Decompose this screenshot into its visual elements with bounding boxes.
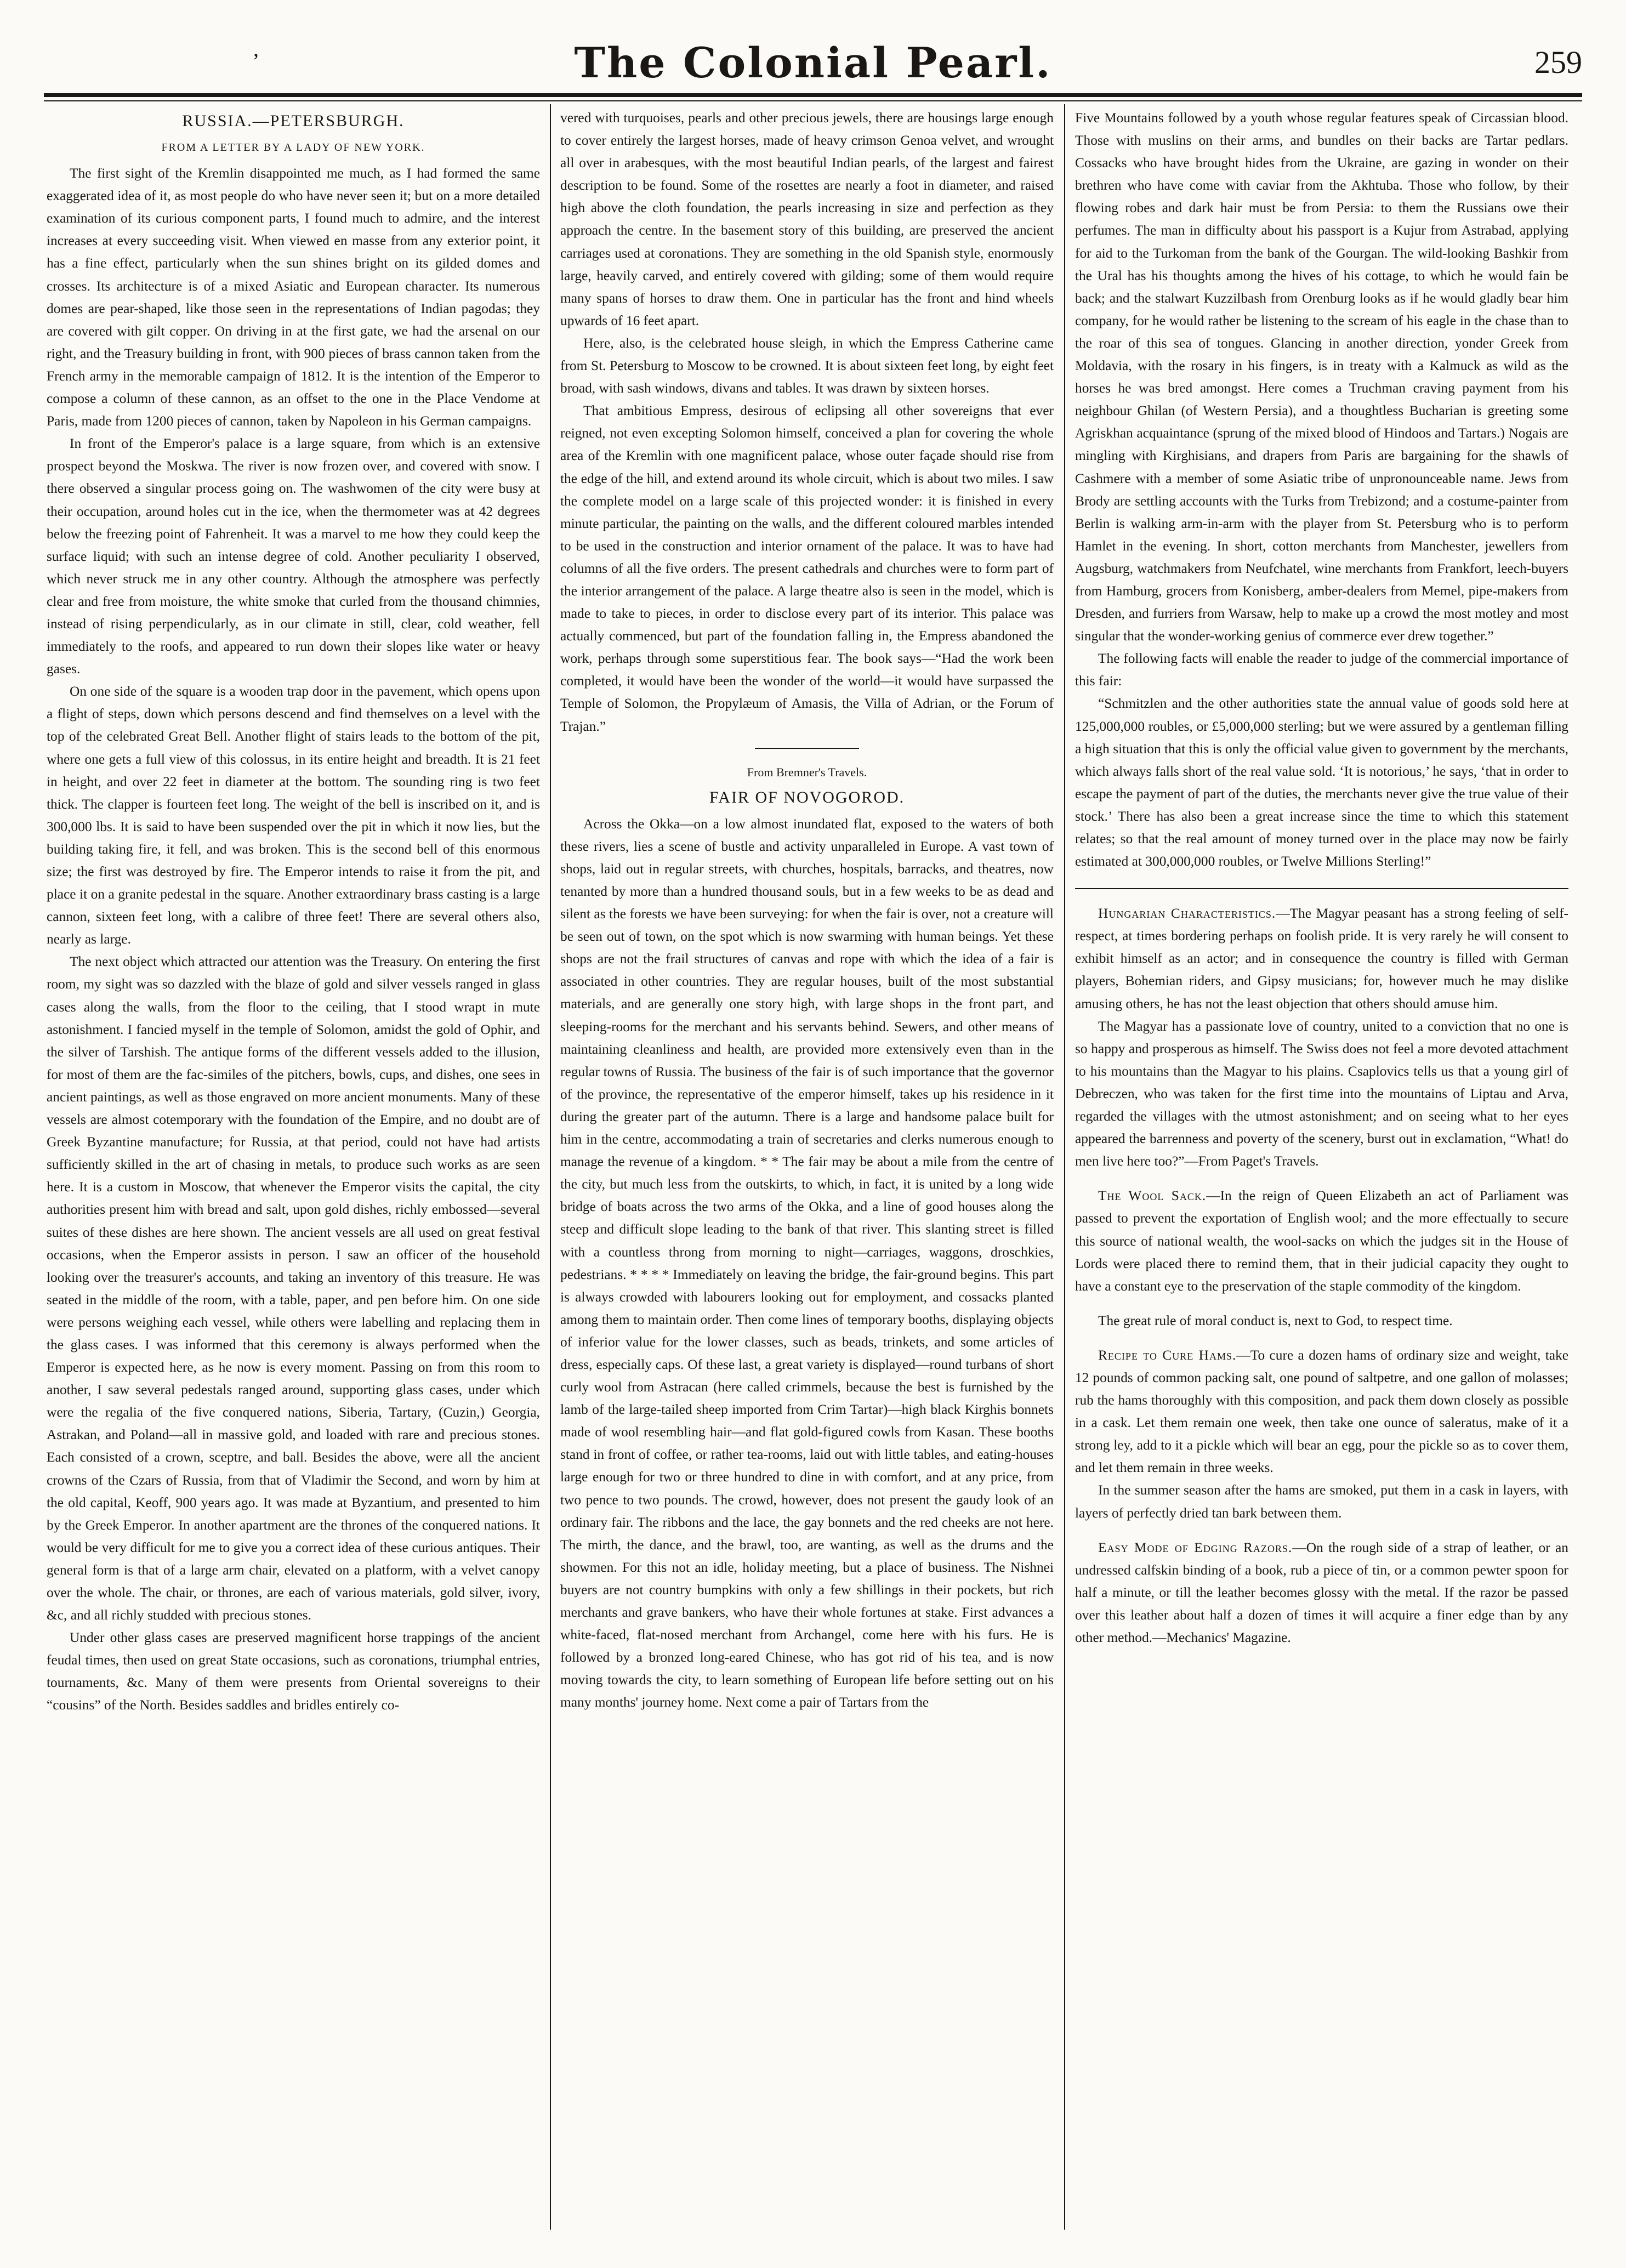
paragraph: The next object which attracted our attention was the Treasury. On entering the first room, my sight was so dazzled with the blaze of gold and silver vessels ranged in glass cases along the walls, from the floor to the ceiling, that I stood wrapt in mute astonishment. I fancied myself in the temple of Solomon, amidst the gold of Ophir, and the silver of Tarshish. The antique forms of the different vessels added to the illusion, for most of them are the fac-similes of the pitchers, bowls, cups, and dishes, one sees in ancient paintings, as well as those engraved on more ancient monuments. Many of these vessels are almost cotemporary with the foundation of the Empire, and no doubt are of Greek Byzantine manufacture; for Russia, at that period, could not have had artists sufficiently skilled in the art of chasing in metals, to produce such works as are seen here. It is a custom in Moscow, that whenever the Emperor visits the capital, the city authorities present him with bread and salt, upon gold dishes, richly embossed—several suites of these dishes are here shown. The ancient vessels are all used on great festival occasions, when the Emperor assists in person. I saw an officer of the household looking over the treasurer's accounts, and taking an inventory of this treasure. He was seated in the middle of the room, with a table, paper, and pen before him. On one side were persons weighing each vessel, while others were labelling and replacing them in the glass cases. I was informed that this ceremony is always performed when the Emperor is expected here, as he now is every moment. Passing on from this room to another, I saw several pedestals ranged around, supporting glass cases, under which were the regalia of the five conquered nations, Siberia, Tartary, (Cuzin,) Georgia, Astrakan, and Poland—all in massive gold, and loaded with rare and precious stones. Each consisted of a crown, sceptre, and ball. Besides the above, were all the ancient crowns of the Czars of Russia, from that of Vladimir the Second, and worn by him at the old capital, Keoff, 900 years ago. It was made at Byzantium, and presented to him by the Greek Emperor. In another apartment are the thrones of the conquered nations. It would be very difficult for me to give you a correct idea of these curious antiques. Their general form is that of a large arm chair, elevated on a platform, with a velvet canopy over the whole. The chair, or thrones, are each of various materials, gold silver, ivory, &c, and all richly studded with precious stones. — [47, 954, 540, 1623]
paragraph-moral: The great rule of moral conduct is, next to God, to respect time. — [1098, 1312, 1453, 1328]
spacer — [1075, 1298, 1568, 1310]
newspaper-title: The Colonial Pearl. — [574, 38, 1052, 87]
column-divider — [1064, 104, 1065, 2230]
paragraph: That ambitious Empress, desirous of eclipsing all other sovereigns that ever reigned, not even excepting Solomon himself, conceived a plan for covering the whole area of the Kremlin with one magnificent palace, whose outer façade should rise from the edge of the hill, and extend around its whole circuit, which is about two miles. I saw the complete model on a large scale of this projected wonder: it is finished in every minute particular, the painting on the walls, and the different coloured marbles intended to be used in the construction and interior ornament of the palace. It was to have had columns of all the five orders. The present cathedrals and churches were to form part of the interior arrangement of the palace. A large theatre also is seen in the model, which is made to take to pieces, in order to disclose every part of its interior. This palace was actually commenced, but part of the foundation falling in, the Empress abandoned the work, perhaps through some superstitious fear. The book says—“Had the work been completed, it would have been the wonder of the world—it would have surpassed the Temple of Solomon, the Propylæum of Amasis, the Villa of Adrian, or the Forum of Trajan.” — [560, 403, 1054, 734]
section-divider — [755, 748, 859, 749]
paragraph: In front of the Emperor's palace is a large square, from which is an extensive prospect beyond the Moskwa. The river is now frozen over, and covered with snow. I there observed a singular process going on. The washwomen of the city were busy at their occupation, around holes cut in the ice, when the thermometer was at 42 degrees below the freezing point of Fahrenheit. It was a marvel to me how they could keep the surface liquid; with such an intense degree of cold. Another peculiarity I observed, which never struck me in any other country. Although the atmosphere was perfectly clear and free from moisture, the white smoke that curled from the thousand chimnies, instead of rising perpendicularly, as in our climate in still, clear, cold weather, fell immediately to the roofs, and appeared to run down their slopes like water or heavy gases. — [47, 436, 540, 677]
stray-mark: ’ — [252, 49, 260, 73]
article-heading-russia: RUSSIA.—PETERSBURGH. — [182, 112, 405, 130]
spacer — [1075, 1332, 1568, 1344]
item-text: —On the rough side of a strap of leather, or an undressed calfskin binding of a book, rub a piece of tin, or a common pewter spoon for half a minute, or till the leather becomes glossy with the metal. If the razor be passed over this leather about half a dozen of times it will acquire a finer edge than by any other method.—Mechanics' Magazine. — [1075, 1539, 1568, 1645]
paragraph: Across the Okka—on a low almost inundated flat, exposed to the waters of both these rivers, lies a scene of bustle and activity unparalleled in Europe. A vast town of shops, laid out in regular streets, with churches, hospitals, barracks, and theatres, now tenanted by more than a hundred thousand souls, but in a few weeks to be as dead and silent as the forests we have been surveying: for when the fair is over, not a creature will be seen out of town, on the spot which is now swarming with human beings. Yet these shops are not the frail structures of canvas and rope with which the idea of a fair is associated in other countries. They are regular houses, built of the most substantial materials, and are generally one story high, with large shops in the front part, and sleeping-rooms for the merchant and his servants behind. Sewers, and other means of maintaining cleanliness and health, are provided more extensively even than in the regular towns of Russia. The business of the fair is of such importance that the governor of the province, the representative of the emperor himself, takes up his residence in it during the greater part of the autumn. There is a large and handsome palace built for him in the centre, accommodating a train of secretaries and clerks numerous enough to manage the revenue of a kingdom. * * The fair may be about a mile from the centre of the city, but much less from the outskirts, to which, in fact, it is united by a long wide bridge of boats across the two arms of the Okka, and a line of good houses along the steep and difficult slope leading to the bank of that river. This slanting street is filled with a countless throng from morning to night—carriages, waggons, droschkies, pedestrians. * * * * Immediately on leaving the bridge, the fair-ground begins. This part is always crowded with labourers looking out for employment, and cossacks planted among them to maintain order. Then come lines of temporary booths, displaying objects of inferior value for the lower classes, such as beads, trinkets, and some articles of dress, especially caps. Of these last, a great variety is displayed—round turbans of short curly wool from Astracan (here called crimmels, because the best is furnished by the lamb of the large-tailed sheep imported from Crim Tartar)—high black Kirghis bonnets made of wool resembling hair—and flat gold-figured cowls from Kasan. These booths stand in front of coffee, or rather tea-rooms, laid out with little tables, and eating-houses large enough for two or three hundred to dine in with comfort, and at any price, from two pence to two pounds. The crowd, however, does not present the gaudy look of an ordinary fair. The ribbons and the lace, the gay bonnets and the red cheeks are not here. The mirth, the dance, and the brawl, too, are wanting, as well as the drums and the showmen. For this not an idle, holiday meeting, but a place of business. The Nishnei buyers are not country bumpkins with only a few shillings in their pockets, but rich merchants and grave bankers, who have their whole fortunes at stake. First advances a white-faced, flat-nosed merchant from Archangel, come here with his furs. He is followed by a bronzed long-eared Chinese, who has got rid of his tea, and is now moving towards the city, to learn something of European life before setting out on his many months' journey home. Next come a pair of Tartars from the — [560, 816, 1054, 1710]
item-text: —The Magyar peasant has a strong feeling of self-respect, at times bordering perhaps on foolish pride. It is very rarely he will consent to exhibit himself as an actor; and in consequence the country is filled with German players, Bohemian riders, and Gipsy musicians; for, however much he may dislike amusing others, he has not the least objection that others should amuse him. — [1075, 906, 1568, 1011]
paragraph: Under other glass cases are preserved magnificent horse trappings of the ancient feudal times, then used on great State occasions, such as coronations, triumphal entries, tournaments, &c. Many of them were presents from Oriental sovereigns to their “cousins” of the North. Besides saddles and bridles entirely co- — [47, 1630, 540, 1713]
item-text: —In the reign of Queen Elizabeth an act of Parliament was passed to prevent the exportation of English wool; and the more effectually to secure this source of national wealth, the wool-sacks on which the judges sit in the House of Lords were placed there to remind them, that in their judicial capacity they ought to have a constant eye to the preservation of the staple commodity of the kingdom. — [1075, 1188, 1568, 1294]
masthead — [44, 38, 1582, 99]
item-title: Hungarian Characteristics. — [1098, 906, 1276, 922]
paragraph: On one side of the square is a wooden trap door in the pavement, which opens upon a flight of steps, down which persons descend and find themselves on a level with the top of the celebrated Great Bell. Another flight of stairs leads to the bottom of the pit, where one gets a full view of this colossus, in its entire height and breadth. It is 21 feet in height, and over 22 feet in diameter at the bottom. The sounding ring is two feet thick. The clapper is fourteen feet long. The weight of the bell is inscribed on it, and is 300,000 lbs. It is said to have been suspended over the pit in which it now lies, but the building taking fire, it fell, and was broken. This is the second bell of this enormous size; the first was destroyed by fire. The Emperor intends to raise it from the pit, and place it on a granite pedestal in the square. Another extraordinary brass casting is a large cannon, sixteen feet long, with a calibre of three feet! There are several others also, nearly as large. — [47, 684, 540, 947]
page-number: 259 — [1534, 44, 1582, 80]
column-3 — [1075, 107, 1568, 2224]
item-title: Easy Mode of Edging Razors. — [1098, 1539, 1293, 1555]
article-heading-fair: FAIR OF NOVOGOROD. — [709, 788, 905, 806]
paragraph-razors — [1075, 1537, 1568, 1649]
paragraph-hungarian — [1075, 902, 1568, 1015]
masthead-rule-thin — [44, 100, 1582, 101]
paragraph-continued: Five Mountains followed by a youth whose regular features speak of Circassian blood. Those with muslins on their arms, and bundles on their backs are Tartar pedlars. Cossacks who have brought hides from the Ukraine, are gazing in wonder on their brethren who have come with caviar from the Akhtuba. Those who follow, by their flowing robes and dark hair must be from Persia: to them the Russians owe their perfumes. The man in difficulty about his passport is a Kujur from Astrabad, applying for aid to the Turkoman from the bank of the Gourgan. The wild-looking Bashkir from the Ural has his thoughts among the hives of his cottage, to which he would fain be back; and the stalwart Kuzzilbash from Orenburg looks as if he would gladly bear him company, for he would rather be listening to the scream of his eagle in the chase than to the roar of this sea of tongues. Glancing in another direction, yonder Greek from Moldavia, with the rosary in his fingers, is in treaty with a Kalmuck as wild as the horses he was bred amongst. Here comes a Truchman craving payment from his neighbour Ghilan (of Western Persia), and a thoughtless Bucharian is greeting some Agriskhan acquaintance (sprung of the mixed blood of Hindoos and Tartars.) Nogais are mingling with Kirghisians, and drapers from Paris are bargaining for the shawls of Cashmere with a member of some Asiatic tribe of unpronounceable name. Jews from Brody are settling accounts with the Turks from Trebizond; and a costume-painter from Berlin is walking arm-in-arm with the player from St. Petersburg who is to perform Hamlet in the evening. In short, cotton merchants from Manchester, jewellers from Augsburg, watchmakers from Neufchatel, wine merchants from Frankfort, leech-buyers from Hamburg, grocers from Konisberg, amber-dealers from Memel, pipe-makers from Dresden, and furriers from Warsaw, help to make up a crowd the most motley and most singular that the wonder-working genius of commerce ever drew together.” — [1075, 110, 1568, 644]
spacer — [1075, 1525, 1568, 1537]
paragraph-continued: vered with turquoises, pearls and other precious jewels, there are housings large enough to cover entirely the largest horses, made of heavy crimson Genoa velvet, and wrought all over in arabesques, with the most beautiful Indian pearls, of the largest and fairest description to be found. Some of the rosettes are nearly a foot in diameter, and raised high above the cloth foundation, the pearls increasing in size and perfection as they approach the centre. In the basement story of this building, are preserved the ancient carriages used at coronations. They are something in the old Spanish style, enormously large, heavily carved, and entirely covered with gilding; some of them would require many spans of horses to draw them. One in particular has the front and hind wheels upwards of 16 feet apart. — [560, 110, 1054, 328]
paragraph: The following facts will enable the reader to judge of the commercial importance of this fair: — [1075, 651, 1568, 689]
masthead-rule-thick — [44, 93, 1582, 97]
item-title: Recipe to Cure Hams. — [1098, 1347, 1237, 1363]
column-1 — [47, 107, 540, 2224]
column-2 — [560, 107, 1054, 2224]
article-byline: FROM A LETTER BY A LADY OF NEW YORK. — [161, 141, 425, 154]
column-divider — [550, 104, 551, 2230]
paragraph-wool-sack — [1075, 1185, 1568, 1297]
paragraph: “Schmitzlen and the other authorities state the annual value of goods sold here at 125,000,000 roubles, or £5,000,000 sterling; but we were assured by a gentleman filling a high situation that this is only the official value given to government by the merchants, which always falls short of the real value sold. ‘It is notorious,’ he says, ‘that in order to escape the payment of part of the duties, the merchants never give the true value of their stock.’ There has also been a great increase since the time to which this statement relates; so that the real amount of money turned over in the place may now be fairly estimated at 300,000,000 roubles, or Twelve Millions Sterling!” — [1075, 696, 1568, 869]
item-title: The Wool Sack. — [1098, 1188, 1207, 1204]
paragraph: The Magyar has a passionate love of country, united to a conviction that no one is so happy and prosperous as himself. The Swiss does not feel a more devoted attachment to his mountains than the Magyar to his plains. Csaplovics tells us that a young girl of Debreczen, who was taken for the first time into the mountains of Liptau and Arva, regarded the villages with the utmost astonishment; and on seeing what to her eyes appeared the barrenness and poverty of the scenery, burst out in exclamation, “What! do men live here too?”—From Paget's Travels. — [1075, 1018, 1568, 1169]
paragraph: Here, also, is the celebrated house sleigh, in which the Empress Catherine came from St. Petersburg to Moscow to be crowned. It is about sixteen feet long, by eight feet broad, with sash windows, divans and tables. It was drawn by sixteen horses. — [560, 335, 1054, 396]
paragraph: The first sight of the Kremlin disappointed me much, as I had formed the same exaggerated idea of it, as most people do who have never seen it; but on a more detailed examination of its curious component parts, I found much to admire, and the interest increases at every succeeding visit. When viewed en masse from any exterior point, it has a fine effect, particularly when the sun shines bright on its gilded domes and crosses. Its architecture is of a mixed Asiatic and European character. Its numerous domes are pear-shaped, like those seen in the representations of Indian pagodas; they are covered with gilt copper. On driving in at the first gate, we had the arsenal on our right, and the Treasury building in front, with 900 pieces of brass cannon taken from the French army in the memorable campaign of 1812. It is the intention of the Emperor to compose a column of these cannon, as an offset to the one in the Place Vendome at Paris, made from 1200 pieces of cannon, taken by Napoleon in his German campaigns. — [47, 166, 540, 429]
item-text: —To cure a dozen hams of ordinary size and weight, take 12 pounds of common packing salt, one pound of saltpetre, and one gallon of molasses; rub the hams thoroughly with this composition, and pack them down closely as possible in a cask. Let them remain one week, then take one ounce of saleratus, make of it a strong ley, add to it a pickle which will bear an egg, pour the pickle so as to cover them, and let them remain in three weeks. — [1075, 1347, 1568, 1476]
article-source: From Bremner's Travels. — [747, 765, 867, 779]
paragraph-recipe — [1075, 1344, 1568, 1480]
spacer — [1075, 1173, 1568, 1185]
paragraph: In the summer season after the hams are smoked, put them in a cask in layers, with layers of perfectly dried tan bark between them. — [1075, 1482, 1568, 1521]
section-divider — [1075, 888, 1568, 889]
